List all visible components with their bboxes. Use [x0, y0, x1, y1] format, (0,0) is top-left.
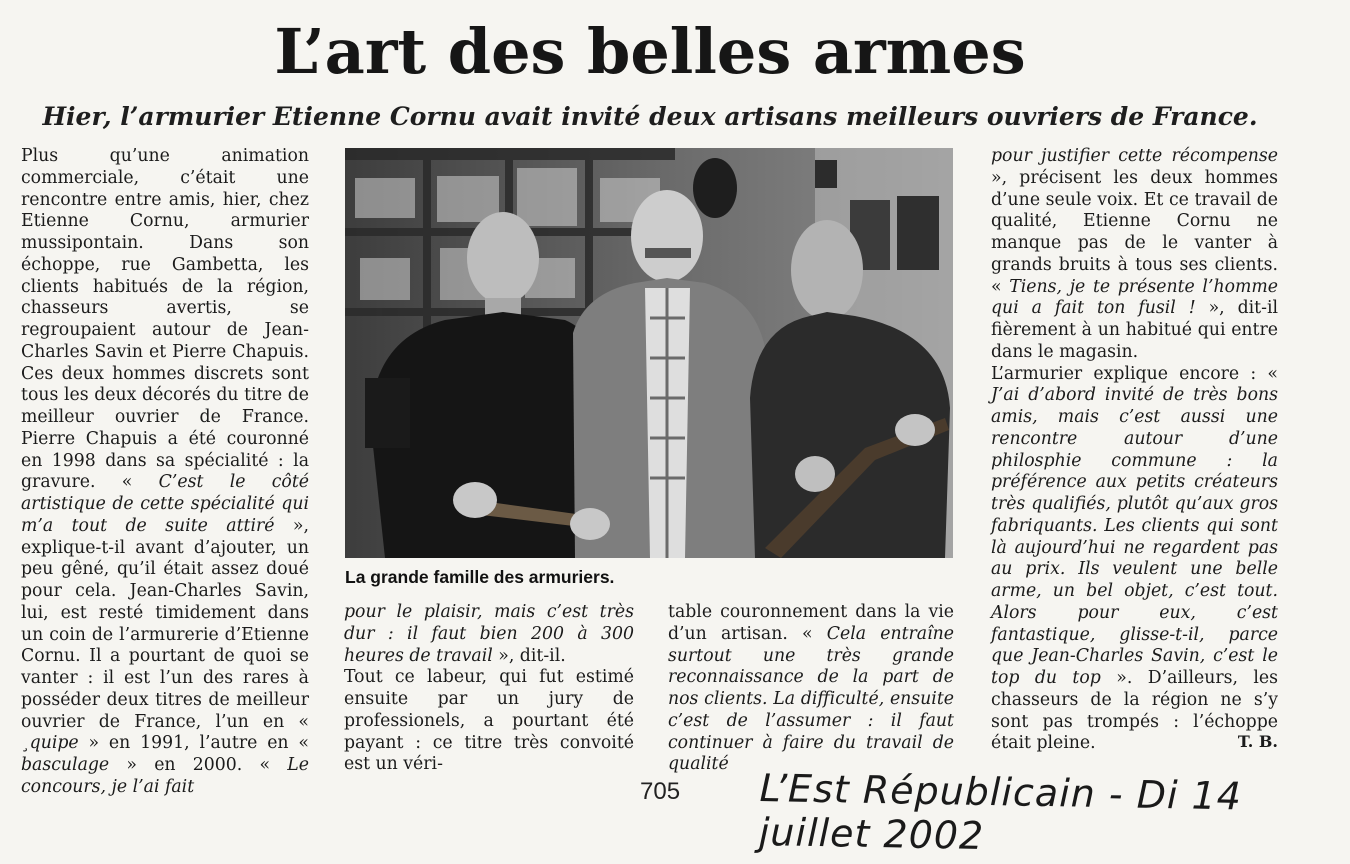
quote-text: Cela entraîne surtout une très grande reconnaissance de la part de nos clients. La difficulté, ensuite c’est de l’assumer : il faut continuer à faire du travail de qualité	[668, 623, 954, 775]
article-subtitle: Hier, l’armurier Etienne Cornu avait invité deux artisans meilleurs ouvriers de France.	[42, 102, 1258, 131]
body-text: » en 1991, l’autre en «	[78, 733, 309, 754]
article-photo	[345, 148, 953, 558]
quote-text: basculage	[21, 755, 110, 775]
article-column-2	[344, 602, 634, 776]
photo-caption: La grande famille des armuriers.	[345, 567, 615, 587]
paragraph	[21, 146, 309, 799]
body-text: L’armurier explique encore : «	[991, 363, 1278, 384]
body-text: » en 2000. «	[109, 755, 288, 775]
paragraph	[991, 146, 1278, 364]
body-text: », explique-t-il avant d’ajouter, un peu gêné, qu’il était assez doué pour cela. Jean-Charles Savin, lui, est resté timidement dans un coin de l’armurerie d’Etienne Cornu. Il a pourtant de quoi se vanter : il est l’un des rares à posséder deux titres de meilleur ouvrier de France, l’un en «	[21, 515, 309, 732]
body-text: », précisent les deux hommes d’une seule voix. Et ce travail de qualité, Etienne Cornu ne manque pas de le vanter à grands bruits à tous ses clients. «	[991, 167, 1278, 297]
article-column-1	[21, 146, 309, 799]
body-text: », dit-il fièrement à un habitué qui entre dans le magasin.	[991, 298, 1279, 362]
paragraph	[344, 667, 634, 776]
body-text: table couronnement dans la vie d’un artisan. «	[668, 602, 954, 644]
handwritten-source-note: L’Est Républicain - Di 14 juillet 2002	[758, 766, 1243, 858]
quote-text: Le concours, je l’ai fait	[21, 755, 309, 797]
body-text: Tout ce labeur, qui fut estimé ensuite par un jury de professionels, a pourtant été payant : ce titre très convoité est un véri-	[344, 667, 634, 775]
article-column-3	[668, 602, 954, 776]
quote-text: J’ai d’abord invité de très bons amis, mais c’est aussi une rencontre autour d’une philosphie commune : la préférence aux petits créateurs très qualifiés, plutôt qu’aux gros fabriquants. Les clients qui sont là aujourd’hui ne regardent pas au prix. Ils veulent une belle arme, un bel objet, c’est tout. Alors pour eux, c’est fantastique, glisse-t-il, parce que Jean-Charles Savin, c’est le top du top	[991, 385, 1278, 688]
article-title: L’art des belles armes	[274, 15, 1026, 88]
quote-text: ¸quipe	[21, 733, 79, 754]
body-text: », dit-il.	[492, 645, 566, 666]
body-text: Plus qu’une animation commerciale, c’était une rencontre entre amis, hier, chez Etienne Cornu, armurier mussipontain. Dans son échoppe, rue Gambetta, les clients habitués de la région, chasseurs avertis, se regroupaient autour de Jean-Charles Savin et Pierre Chapuis. Ces deux hommes discrets sont tous les deux décorés du titre de meilleur ouvrier de France. Pierre Chapuis a été couronné en 1998 dans sa spécialité : la gravure. «	[21, 146, 309, 493]
page-number: 705	[640, 778, 681, 805]
quote-text: pour le plaisir, mais c’est très dur : il faut bien 200 à 300 heures de travail	[344, 602, 634, 666]
paragraph	[991, 364, 1278, 756]
paragraph	[668, 602, 954, 776]
author-signature: T. B.	[1237, 732, 1278, 751]
quote-text: pour justifier cette récompense	[991, 146, 1278, 166]
photo-illustration	[345, 148, 953, 558]
quote-text: C’est le côté artistique de cette spécialité qui m’a tout de suite attiré	[21, 472, 309, 536]
quote-text: Tiens, je te présente l’homme qui a fait ton fusil !	[991, 276, 1278, 319]
body-text: ». D’ailleurs, les chasseurs de la région ne s’y sont pas trompés : l’échoppe était pleine.	[991, 668, 1278, 754]
paragraph	[344, 602, 634, 667]
article-column-4	[991, 146, 1278, 755]
